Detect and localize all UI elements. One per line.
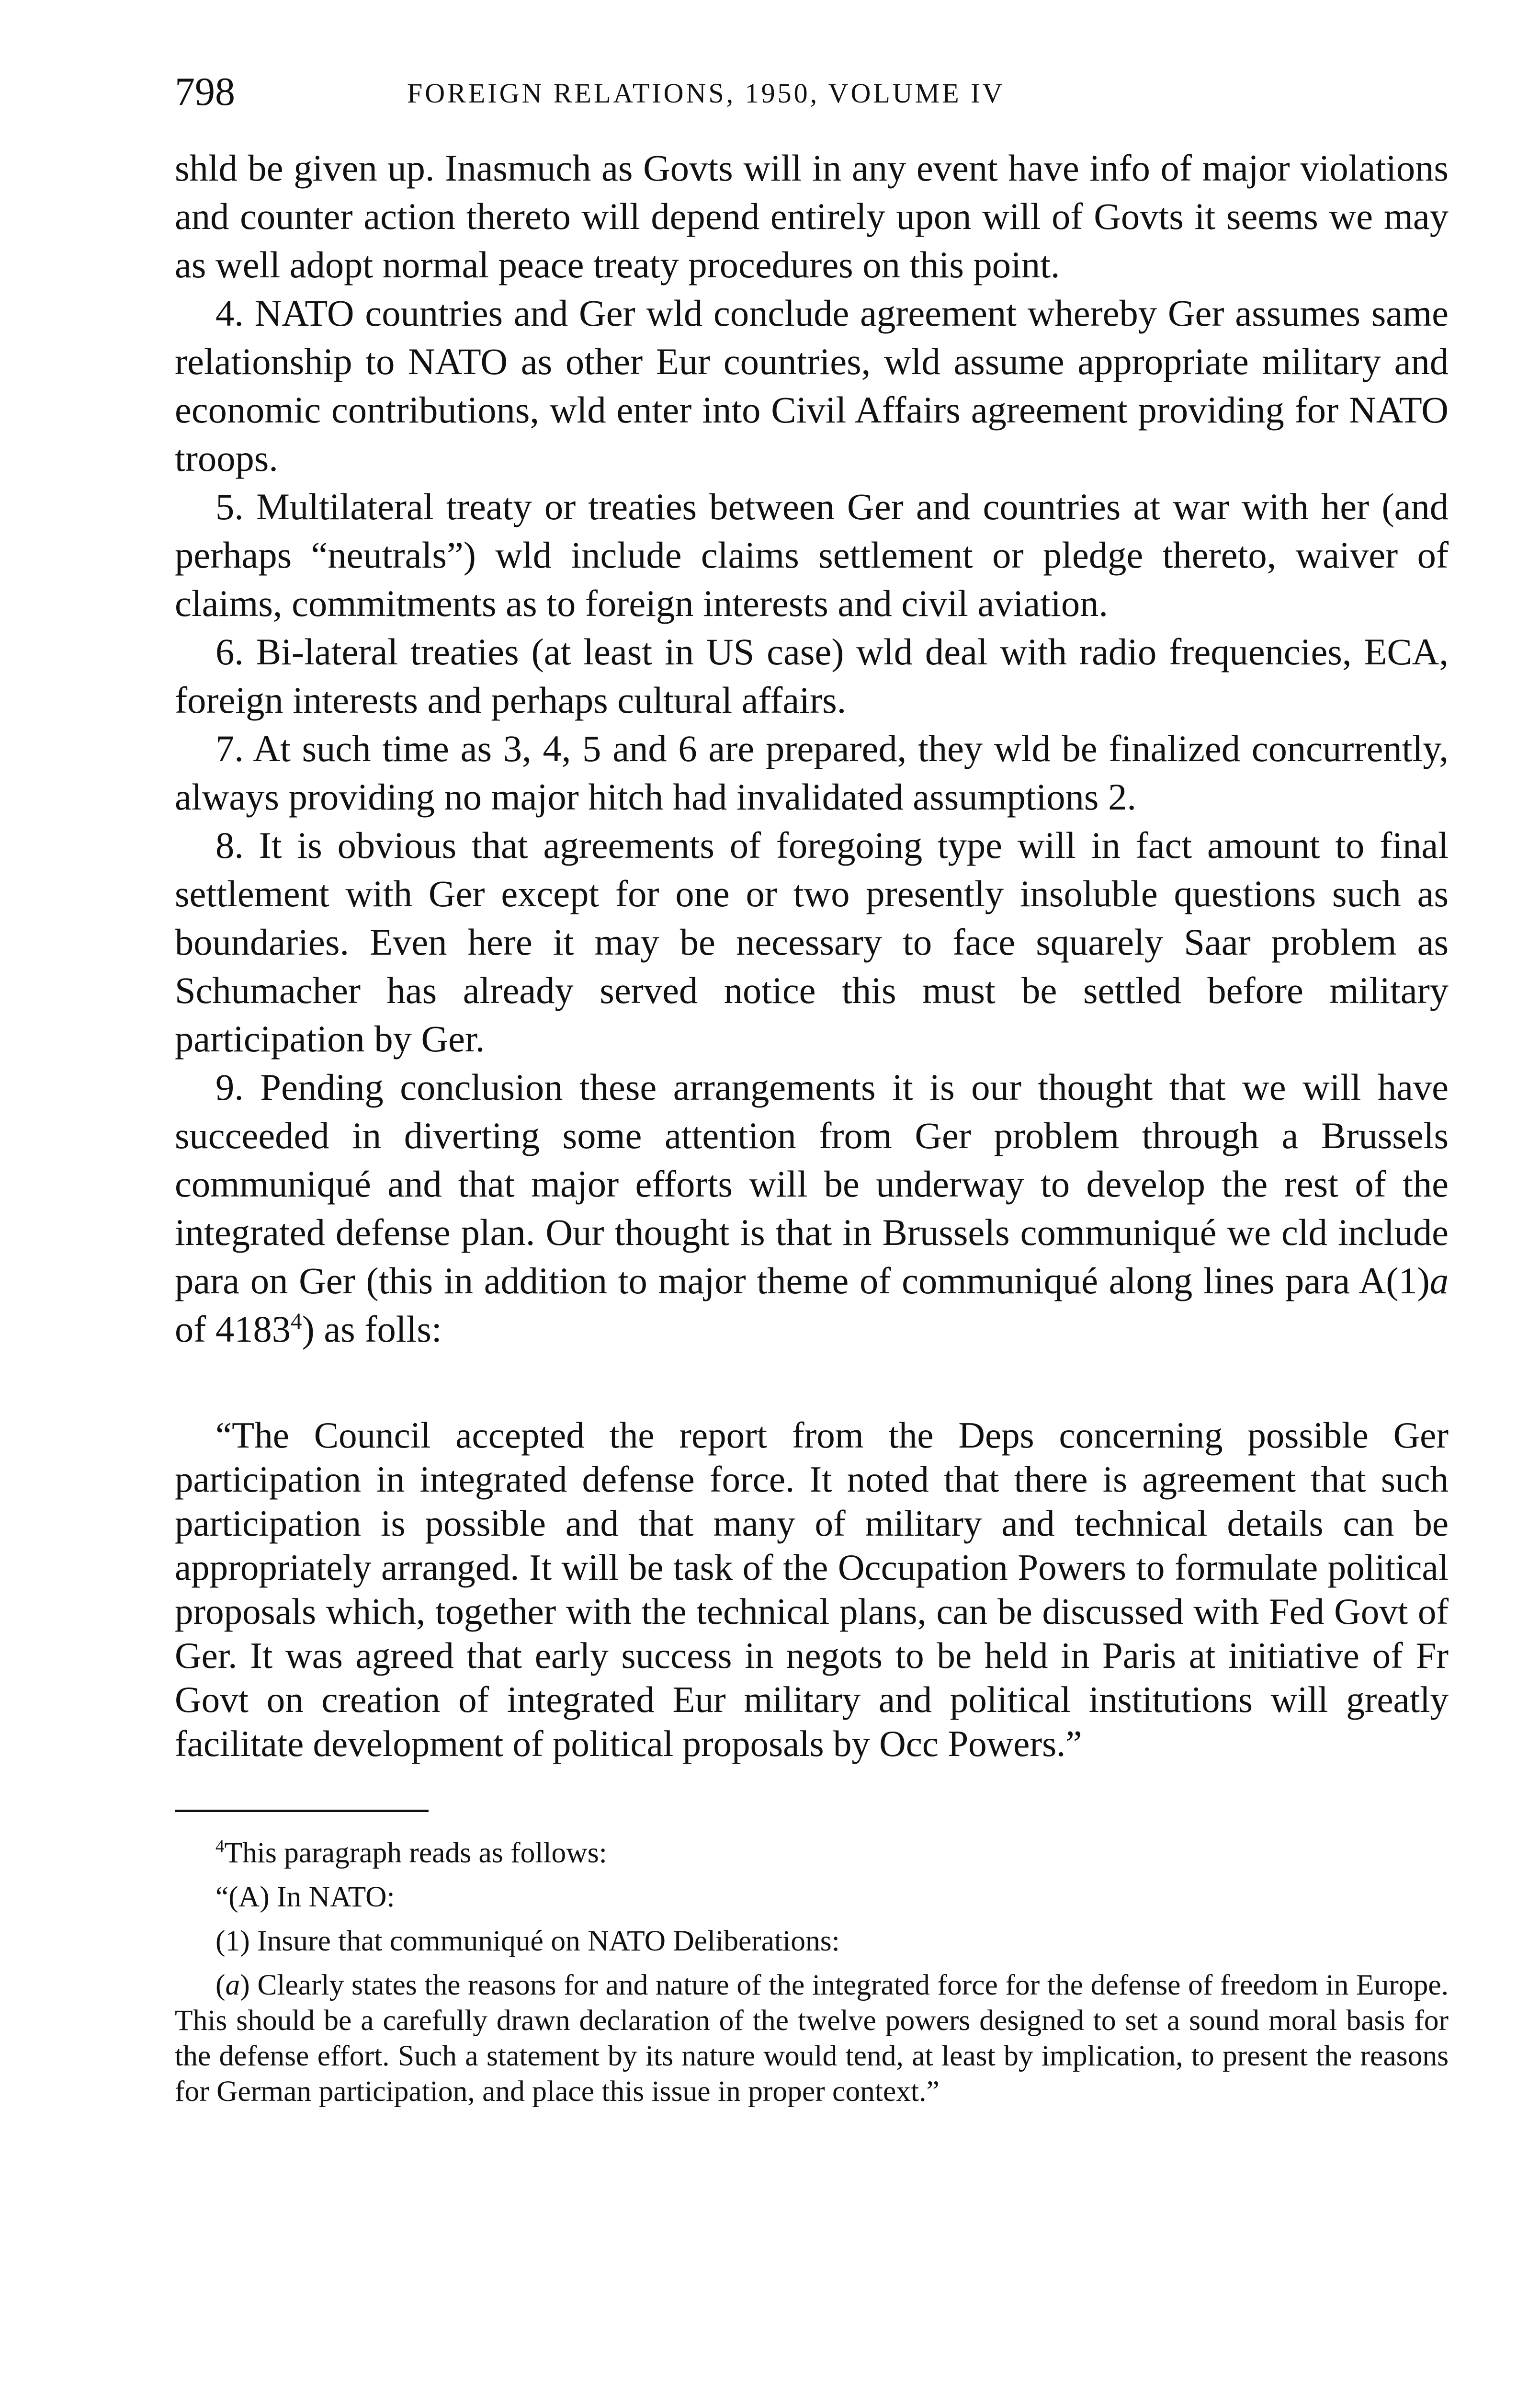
paragraph-9 [175, 1063, 1449, 1353]
paragraph-continued: shld be given up. Inasmuch as Govts will in any event have info of major violations and counter action thereto will depend entirely upon will of Govts it seems we may as well adopt normal peace treaty procedures on this point. [175, 147, 1449, 285]
footnote-line-4 [175, 1967, 1449, 2109]
paragraph-7: 7. At such time as 3, 4, 5 and 6 are prepared, they wld be finalized concurrently, always providing no major hitch had invalidated assumptions 2. [175, 728, 1449, 818]
body-text [175, 144, 1449, 1353]
footnote-line-1 [175, 1835, 1449, 1870]
paragraph-9-text-b: of 4183 [175, 1308, 291, 1350]
running-head: FOREIGN RELATIONS, 1950, VOLUME IV [407, 78, 1005, 109]
paragraph-6: 6. Bi-lateral treaties (at least in US case) wld deal with radio frequencies, ECA, foreign interests and perhaps cultural affairs. [175, 631, 1449, 721]
document-page [175, 69, 1449, 2118]
footnote-line-4-italic: a [225, 1969, 240, 2001]
paragraph-8: 8. It is obvious that agreements of foregoing type will in fact amount to final settlement with Ger except for one or two presently insoluble questions such as boundaries. Even here it may be necessary to face squarely Saar problem as Schumacher has already served notice this must be settled before military participation by Ger. [175, 824, 1449, 1060]
page-header [175, 69, 1449, 144]
paragraph-9-text-c: ) as folls: [302, 1308, 442, 1350]
footnote-divider [175, 1810, 429, 1812]
block-quote [175, 1413, 1449, 1766]
paragraph-5: 5. Multilateral treaty or treaties between Ger and countries at war with her (and perhaps “neutrals”) wld include claims settlement or pledge thereto, waiver of claims, commitments as to foreign interests and civil aviation. [175, 486, 1449, 624]
footnote-line-3: (1) Insure that communiqué on NATO Deliberations: [215, 1925, 840, 1957]
footnote-line-2: “(A) In NATO: [215, 1881, 395, 1913]
paragraph-9-text: 9. Pending conclusion these arrangements it is our thought that we will have succeeded in diverting some attention from Ger problem through a Brussels communiqué and that major efforts will be underway to develop the rest of the integrated defense plan. Our thought is that in Brussels communiqué we cld include para on Ger (this in addition to major theme of communiqué along lines para A(1) [175, 1066, 1449, 1301]
footnote-line-4-open: ( [215, 1969, 226, 2001]
footnote-line-4-text: ) Clearly states the reasons for and nature of the integrated force for the defense of freedom in Europe. This should be a carefully drawn declaration of the twelve powers designed to set a sound moral basis for the defense effort. Such a statement by its nature would tend, at least by implication, to present the reasons for German participation, and place this issue in proper context.” [175, 1969, 1449, 2108]
page-number: 798 [175, 69, 235, 114]
block-quote-text: “The Council accepted the report from the Deps concerning possible Ger participation in integrated defense force. It noted that there is agreement that such participation is possible and that many of military and technical details can be appropriately arranged. It will be task of the Occupation Powers to formulate political proposals which, together with the technical plans, can be discussed with Fed Govt of Ger. It was agreed that early success in negots to be held in Paris at initiative of Fr Govt on creation of integrated Eur military and political institutions will greatly facilitate development of political proposals by Occ Powers.” [175, 1414, 1449, 1764]
footnote-reference: 4 [291, 1309, 302, 1334]
paragraph-4: 4. NATO countries and Ger wld conclude agreement whereby Ger assumes same relationship to NATO as other Eur countries, wld assume appropriate military and economic contributions, wld enter into Civil Affairs agreement providing for NATO troops. [175, 292, 1449, 479]
footnote-marker: 4 [215, 1836, 225, 1856]
footnote-intro: This paragraph reads as follows: [224, 1836, 607, 1869]
footnotes [175, 1835, 1449, 2109]
paragraph-9-italic: a [1429, 1260, 1449, 1301]
